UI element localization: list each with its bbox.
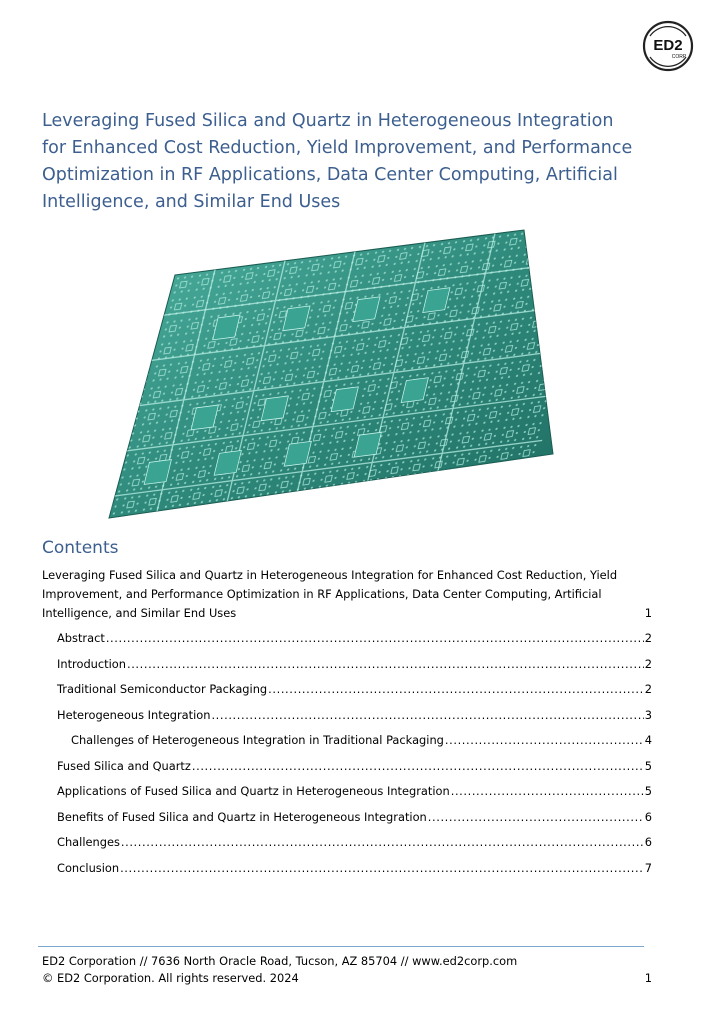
toc-entry-page: 2 bbox=[644, 656, 652, 671]
toc-entry-label: Fused Silica and Quartz bbox=[57, 758, 191, 773]
ed2-logo bbox=[642, 20, 694, 72]
toc-leader bbox=[121, 830, 644, 856]
toc-entry-applications[interactable] bbox=[42, 779, 652, 805]
toc-entry-challenges[interactable] bbox=[42, 830, 652, 856]
toc-entry-label: Challenges bbox=[57, 835, 120, 849]
toc-entry-page: 5 bbox=[644, 758, 652, 773]
toc-entry-challenges-traditional[interactable] bbox=[42, 728, 652, 754]
toc-entry-label: Leveraging Fused Silica and Quartz in Heterogeneous Integration for Enhanced Cost Reduction, Yield Improvement, and Performance Optimization in RF Applications, Data Center Computing, Artificial Intelligence, and Similar End Uses bbox=[42, 568, 618, 620]
footer-page-number: 1 bbox=[644, 971, 652, 985]
toc-entry-page: 1 bbox=[644, 606, 652, 620]
toc-leader bbox=[211, 703, 643, 729]
toc-entry-page: 2 bbox=[644, 682, 652, 696]
toc-leader bbox=[192, 754, 644, 780]
toc-entry-fused-silica[interactable] bbox=[42, 754, 652, 780]
glass-substrate-image bbox=[105, 228, 557, 520]
toc-entry-abstract[interactable] bbox=[42, 626, 652, 652]
toc-leader bbox=[445, 728, 644, 754]
table-of-contents bbox=[42, 566, 652, 881]
toc-entry-label: Benefits of Fused Silica and Quartz in Heterogeneous Integration bbox=[57, 809, 427, 824]
toc-entry-benefits[interactable] bbox=[42, 805, 652, 831]
toc-leader bbox=[451, 779, 644, 805]
toc-entry-page: 6 bbox=[644, 835, 652, 849]
logo-subtext: CORP bbox=[671, 54, 687, 60]
toc-entry-page: 3 bbox=[644, 707, 652, 722]
toc-entry-label: Introduction bbox=[57, 656, 126, 671]
toc-entry-conclusion[interactable] bbox=[42, 856, 652, 882]
toc-entry-label: Applications of Fused Silica and Quartz in Heterogeneous Integration bbox=[57, 784, 450, 798]
toc-entry-heterogeneous-integration[interactable] bbox=[42, 703, 652, 729]
toc-entry-page: 7 bbox=[644, 860, 652, 875]
toc-leader bbox=[428, 805, 644, 831]
footer-address: ED2 Corporation // 7636 North Oracle Road, Tucson, AZ 85704 // www.ed2corp.com bbox=[42, 954, 518, 968]
page-footer bbox=[42, 953, 652, 987]
toc-entry-label: Heterogeneous Integration bbox=[57, 707, 211, 722]
toc-leader bbox=[120, 856, 644, 882]
toc-entry-page: 4 bbox=[644, 733, 652, 747]
toc-leader bbox=[106, 626, 644, 652]
footer-divider bbox=[38, 946, 644, 947]
footer-copyright: © ED2 Corporation. All rights reserved. 2024 bbox=[42, 971, 299, 985]
toc-entry-main[interactable] bbox=[42, 566, 652, 623]
toc-entry-label: Challenges of Heterogeneous Integration in Traditional Packaging bbox=[71, 733, 444, 747]
contents-heading: Contents bbox=[42, 538, 119, 558]
toc-leader bbox=[268, 677, 644, 703]
toc-entry-label: Abstract bbox=[57, 631, 105, 645]
toc-entry-label: Traditional Semiconductor Packaging bbox=[57, 682, 268, 696]
toc-entry-page: 2 bbox=[644, 631, 652, 645]
toc-leader bbox=[127, 652, 644, 678]
toc-entry-label: Conclusion bbox=[57, 860, 120, 875]
toc-entry-traditional-packaging[interactable] bbox=[42, 677, 652, 703]
toc-entry-introduction[interactable] bbox=[42, 652, 652, 678]
toc-entry-page: 6 bbox=[644, 809, 652, 824]
toc-entry-page: 5 bbox=[644, 784, 652, 798]
document-title: Leveraging Fused Silica and Quartz in Heterogeneous Integration for Enhanced Cost Reduction, Yield Improvement, and Performance Optimization in RF Applications, Data Center Computing, Artificial Intelligence, and Similar End Uses bbox=[42, 111, 633, 212]
logo-text: ED2 bbox=[653, 37, 683, 54]
